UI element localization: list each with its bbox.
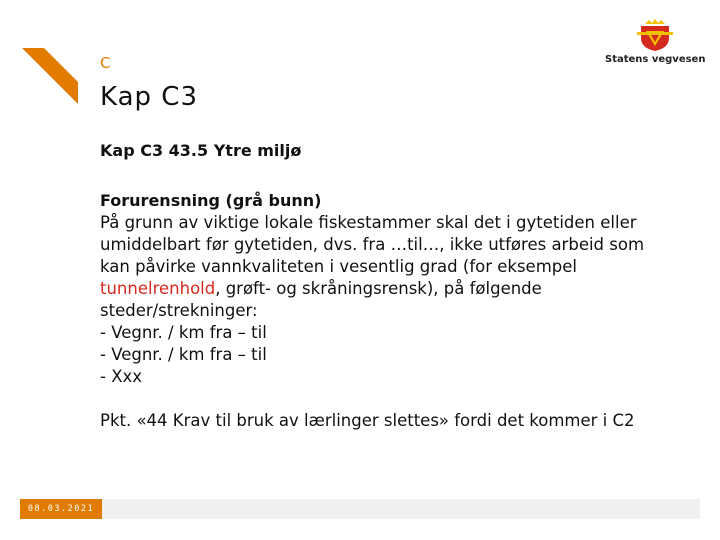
paragraph-text-end: , grøft- og skråningsrensk), på følgende steder/strekninger: <box>100 279 542 320</box>
list-item: - Vegnr. / km fra – til <box>100 345 267 364</box>
section-heading: Forurensning (grå bunn) <box>100 191 322 210</box>
slide-content <box>100 140 660 432</box>
subheading: Kap C3 43.5 Ytre miljø <box>100 141 302 160</box>
paragraph-text: På grunn av viktige lokale fiskestammer skal det i gytetiden eller umiddelbart før gytetiden, dvs. fra …til…, ikke utføres arbeid som kan påvirke vannkvaliteten i vesentlig grad (for eksempel <box>100 213 645 276</box>
body-paragraph <box>100 212 660 322</box>
note-paragraph: Pkt. «44 Krav til bruk av lærlinger slettes» fordi det kommer i C2 <box>100 411 635 430</box>
list-item: - Xxx <box>100 367 143 386</box>
footer-bar <box>20 499 700 519</box>
footer-date: 08.03.2021 <box>20 499 102 519</box>
logo-text: Statens vegvesen <box>605 54 706 65</box>
coat-of-arms-icon <box>635 18 675 52</box>
statens-vegvesen-logo <box>605 18 705 70</box>
page-title: Kap C3 <box>100 82 198 112</box>
list-item: - Vegnr. / km fra – til <box>100 323 267 342</box>
section-letter: C <box>100 54 111 72</box>
location-list <box>100 322 660 388</box>
accent-stripe <box>22 48 78 104</box>
highlighted-text: tunnelrenhold <box>100 279 216 298</box>
